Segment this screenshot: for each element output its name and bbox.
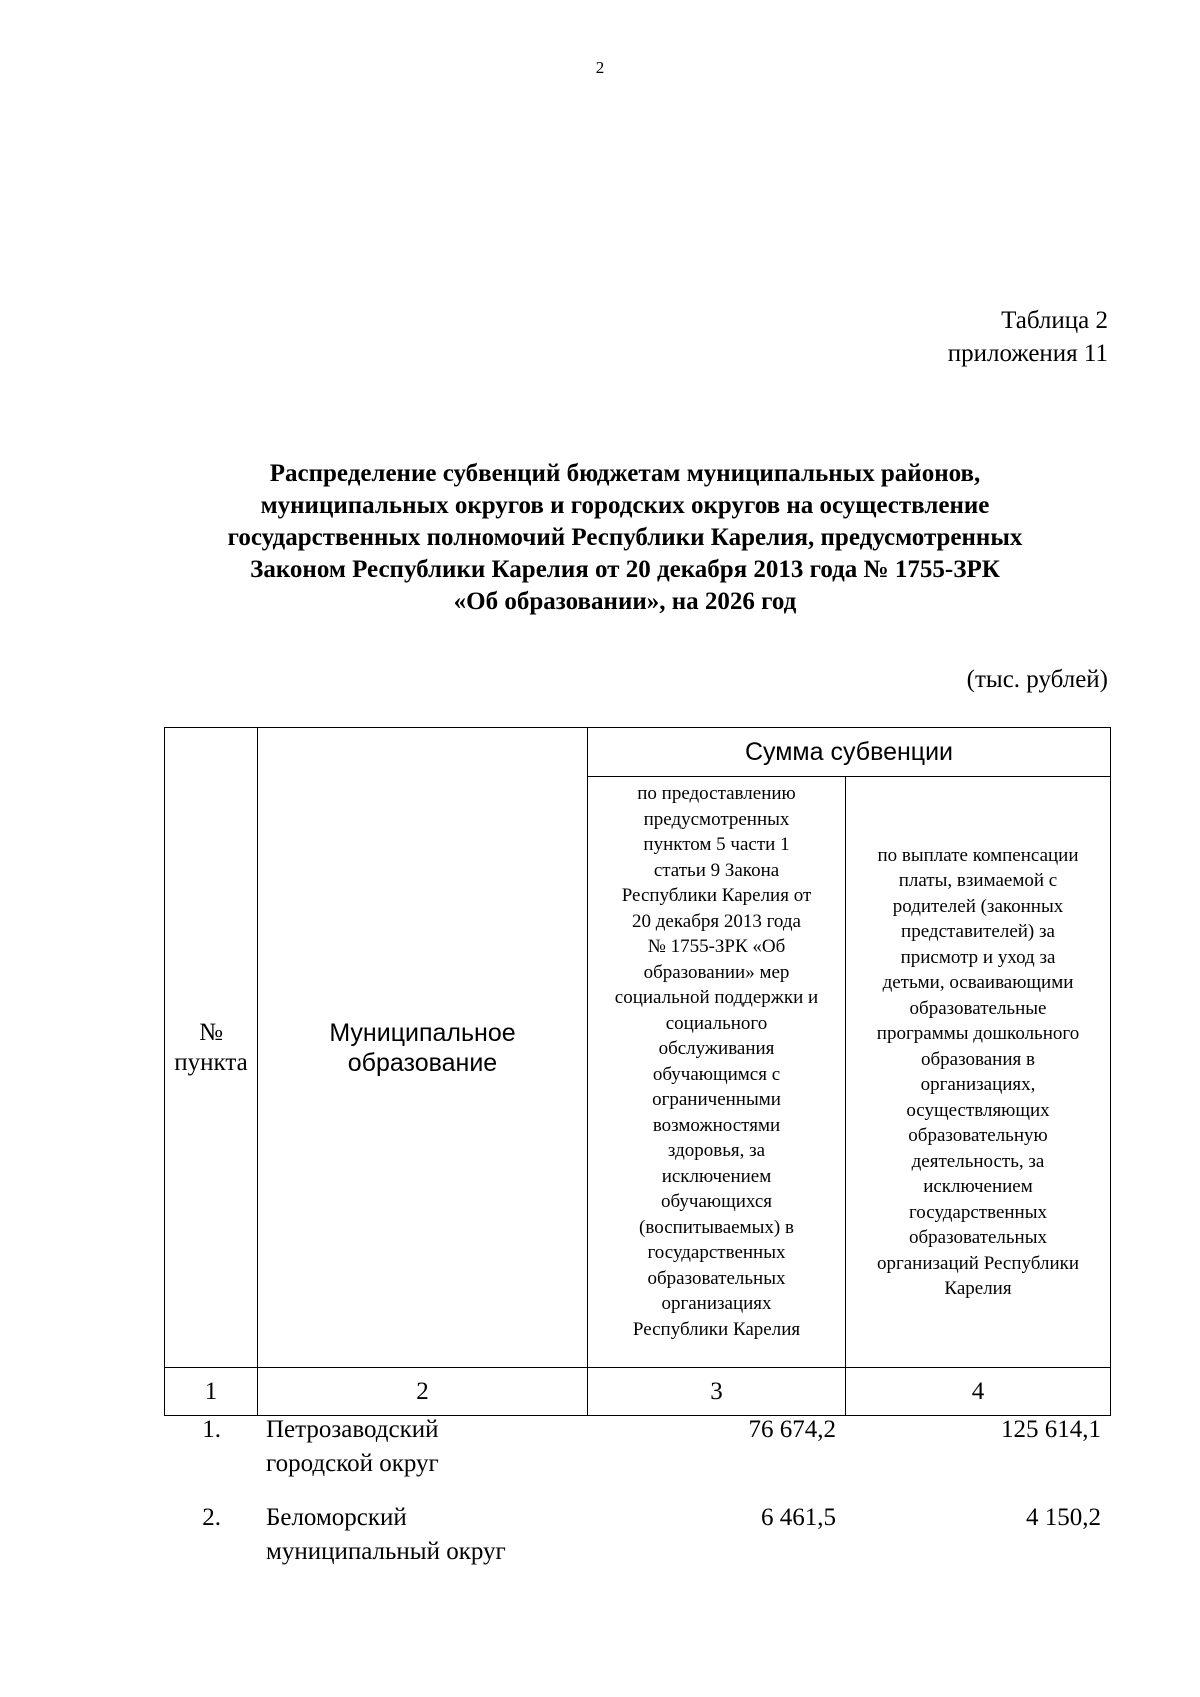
col4-line: деятельность, за [911, 1150, 1045, 1172]
column-number: 2 [258, 1368, 588, 1416]
column-number: 3 [588, 1368, 846, 1416]
table-row [164, 1501, 1110, 1589]
table-row [164, 1413, 1110, 1501]
col3-line: образовании» мер [643, 961, 790, 983]
header-number-symbol: № [199, 1018, 223, 1046]
col3-line: предусмотренных [643, 808, 790, 830]
col4-line: государственных [908, 1201, 1047, 1223]
units-label: (тыс. рублей) [966, 666, 1108, 693]
row-municipality-line1: Беломорский [266, 1504, 407, 1531]
col4-line: организаций Республики [876, 1252, 1080, 1274]
page-number: 2 [595, 58, 605, 77]
col3-line: пунктом 5 части 1 [643, 834, 790, 855]
column-number: 4 [846, 1368, 1111, 1416]
title-line: муниципальных округов и городских округов на осуществление [260, 492, 990, 519]
col3-line: образовательных [647, 1267, 786, 1289]
col4-line: детьми, осваивающими [882, 972, 1074, 993]
col4-line: исключением [923, 1176, 1033, 1197]
row-municipality [257, 1413, 587, 1501]
header-col4-description [846, 777, 1111, 1368]
col3-line: исключением [661, 1165, 772, 1187]
col3-line: № 1755-ЗРК «Об [647, 936, 786, 957]
header-table [164, 727, 1111, 1416]
row-number: 2. [202, 1504, 221, 1531]
col3-line: социальной поддержки и [614, 987, 819, 1008]
col3-line: организациях [661, 1293, 772, 1314]
table-reference [948, 304, 1108, 370]
col4-line: организациях, [920, 1074, 1036, 1095]
header-municipality [258, 728, 588, 1368]
col4-line: образовательные [909, 997, 1047, 1019]
col4-line: образовательную [908, 1125, 1048, 1146]
col4-line: родителей (законных [892, 895, 1064, 917]
row-municipality-line2: муниципальный округ [266, 1538, 506, 1565]
col4-line: присмотр и уход за [900, 946, 1056, 968]
row-municipality [257, 1501, 587, 1589]
title-line: государственных полномочий Республики Карелия, предусмотренных [227, 524, 1023, 551]
row-municipality-line2: городской округ [266, 1450, 439, 1477]
title-line: «Об образовании», на 2026 год [453, 588, 797, 615]
col4-line: программы дошкольного [876, 1023, 1080, 1044]
table-ref-line1: Таблица 2 [1001, 307, 1108, 334]
col3-line: обучающихся [660, 1191, 773, 1212]
col4-line: образовательных [909, 1227, 1047, 1248]
header-municipality-line2: образование [347, 1048, 498, 1077]
col4-line: осуществляющих [906, 1099, 1050, 1121]
title-line: Распределение субвенций бюджетам муниципальных районов, [269, 460, 981, 487]
header-col3-description [588, 777, 846, 1368]
col4-line: платы, взимаемой с [898, 870, 1058, 891]
row-value-col4: 4 150,2 [1026, 1504, 1101, 1531]
row-value-col4: 125 614,1 [1001, 1416, 1101, 1443]
header-municipality-line1: Муниципальное [329, 1018, 516, 1047]
col3-line: Республики Карелия [632, 1318, 801, 1340]
col3-line: статьи 9 Закона [653, 859, 780, 881]
col3-line: по предоставлению [637, 783, 796, 804]
row-municipality-line1: Петрозаводский [266, 1416, 439, 1443]
column-number: 1 [165, 1368, 258, 1416]
data-table [164, 1413, 1110, 1589]
col4-line: образования в [921, 1048, 1035, 1070]
document-title [150, 458, 1100, 618]
col4-line: по выплате компенсации [877, 844, 1079, 866]
col4-line: Карелия [944, 1278, 1012, 1299]
col3-line: государственных [647, 1242, 786, 1263]
col3-line: ограниченными [652, 1089, 781, 1110]
col3-line: обучающимся с [652, 1063, 781, 1085]
row-value-col3: 76 674,2 [748, 1416, 836, 1443]
col3-line: возможностями [652, 1114, 781, 1136]
col3-line: обслуживания [658, 1038, 775, 1059]
header-number-label: пункта [174, 1048, 248, 1076]
title-line: Законом Республики Карелия от 20 декабря 2013 года № 1755-ЗРК [250, 556, 1000, 583]
col3-line: социального [665, 1012, 768, 1034]
header-number [165, 728, 258, 1368]
row-number: 1. [202, 1416, 221, 1443]
col3-line: здоровья, за [667, 1140, 766, 1161]
column-numbers-row [165, 1368, 1111, 1416]
col3-line: 20 декабря 2013 года [631, 910, 801, 932]
col4-line: представителей) за [901, 921, 1055, 942]
col3-line: (воспитываемых) в [639, 1216, 794, 1238]
table-ref-line2: приложения 11 [947, 340, 1108, 367]
row-value-col3: 6 461,5 [761, 1504, 836, 1531]
header-subsidy-sum: Сумма субвенции [588, 728, 1111, 777]
col3-line: Республики Карелия от [621, 885, 812, 906]
